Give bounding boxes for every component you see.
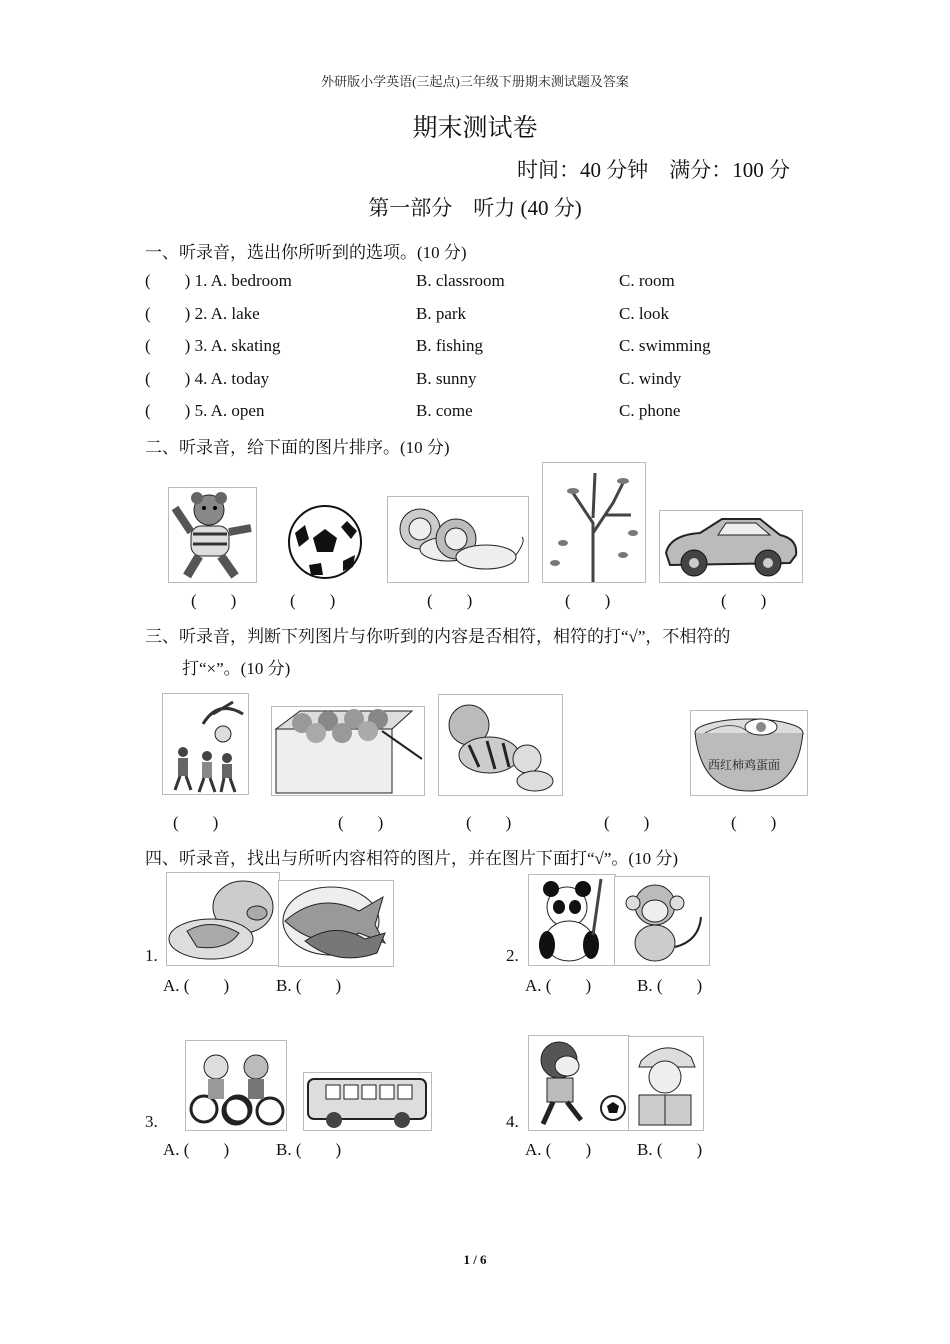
s4-item3-number: 3. — [145, 1112, 158, 1131]
q2-option-a: ( ) 2. A. lake — [145, 304, 260, 323]
s4-item3-option-a: A. ( ) — [163, 1140, 230, 1159]
box-of-cakes-image — [271, 706, 425, 796]
people-walking-image — [162, 693, 249, 795]
s4-item3-option-b: B. ( ) — [276, 1140, 342, 1159]
q1-option-a: ( ) 1. A. bedroom — [145, 271, 292, 290]
noodle-bowl-label: 西红柿鸡蛋面 — [708, 758, 781, 772]
q1-option-b: B. classroom — [416, 271, 505, 290]
page-number: 1 / 6 — [463, 1252, 487, 1267]
part-title: 第一部分 听力 (40 分) — [368, 196, 582, 220]
q4-option-b: B. sunny — [416, 369, 477, 388]
q4-option-a: ( ) 4. A. today — [145, 369, 270, 388]
q5-option-a: ( ) 5. A. open — [145, 401, 265, 420]
panda-image — [528, 874, 616, 966]
section4-heading: 四、听录音，找出与所听内容相符的图片，并在图片下面打“√”。(10 分) — [145, 849, 678, 868]
s4-item1-option-b: B. ( ) — [276, 976, 342, 995]
document-header: 外研版小学英语(三起点)三年级下册期末测试题及答案 — [321, 74, 629, 89]
monkey-image — [614, 876, 710, 966]
s2-blank-1: ( ) — [191, 591, 237, 610]
s3-blank-4: ( ) — [604, 813, 650, 832]
s2-blank-3: ( ) — [427, 591, 473, 610]
tigers-image — [438, 694, 563, 796]
section3-heading-line1: 三、听录音，判断下列图片与你听到的内容是否相符，相符的打“√”，不相符的 — [145, 627, 731, 646]
section1-heading: 一、听录音，选出你所听到的选项。(10 分) — [145, 243, 467, 262]
boy-football-image — [528, 1035, 630, 1131]
boy-reading-image — [628, 1036, 704, 1131]
s2-blank-5: ( ) — [721, 591, 767, 610]
s4-item1-option-a: A. ( ) — [163, 976, 230, 995]
lions-image — [387, 496, 529, 583]
s3-blank-5: ( ) — [731, 813, 777, 832]
meat-pig-image — [166, 872, 280, 966]
q3-option-a: ( ) 3. A. skating — [145, 336, 281, 355]
s3-blank-3: ( ) — [466, 813, 512, 832]
fish-image — [278, 880, 394, 967]
s4-item2-number: 2. — [506, 946, 519, 965]
s4-item4-option-b: B. ( ) — [637, 1140, 703, 1159]
s4-item1-number: 1. — [145, 946, 158, 965]
page-title: 期末测试卷 — [412, 115, 538, 142]
noodle-bowl-image — [690, 710, 808, 796]
s4-item4-number: 4. — [506, 1112, 519, 1131]
q1-option-c: C. room — [619, 271, 675, 290]
dancing-bear-image — [168, 487, 257, 583]
q3-option-b: B. fishing — [416, 336, 484, 355]
autumn-tree-image — [542, 462, 646, 583]
q5-option-c: C. phone — [619, 401, 681, 420]
q2-option-c: C. look — [619, 304, 670, 323]
s4-item4-option-a: A. ( ) — [525, 1140, 592, 1159]
s4-item2-option-b: B. ( ) — [637, 976, 703, 995]
q4-option-c: C. windy — [619, 369, 682, 388]
s3-blank-2: ( ) — [338, 813, 384, 832]
toy-car-image — [659, 510, 803, 583]
q3-option-c: C. swimming — [619, 336, 711, 355]
time-score-info: 时间：40 分钟 满分：100 分 — [517, 158, 790, 182]
bicycle-riders-image — [185, 1040, 287, 1131]
football-image — [287, 503, 364, 581]
s4-item2-option-a: A. ( ) — [525, 976, 592, 995]
s2-blank-2: ( ) — [290, 591, 336, 610]
section2-heading: 二、听录音，给下面的图片排序。(10 分) — [145, 438, 450, 457]
s3-blank-1: ( ) — [173, 813, 219, 832]
bus-image — [303, 1072, 432, 1131]
q2-option-b: B. park — [416, 304, 467, 323]
s2-blank-4: ( ) — [565, 591, 611, 610]
section3-heading-line2: 打“×”。(10 分) — [182, 659, 291, 678]
q5-option-b: B. come — [416, 401, 473, 420]
